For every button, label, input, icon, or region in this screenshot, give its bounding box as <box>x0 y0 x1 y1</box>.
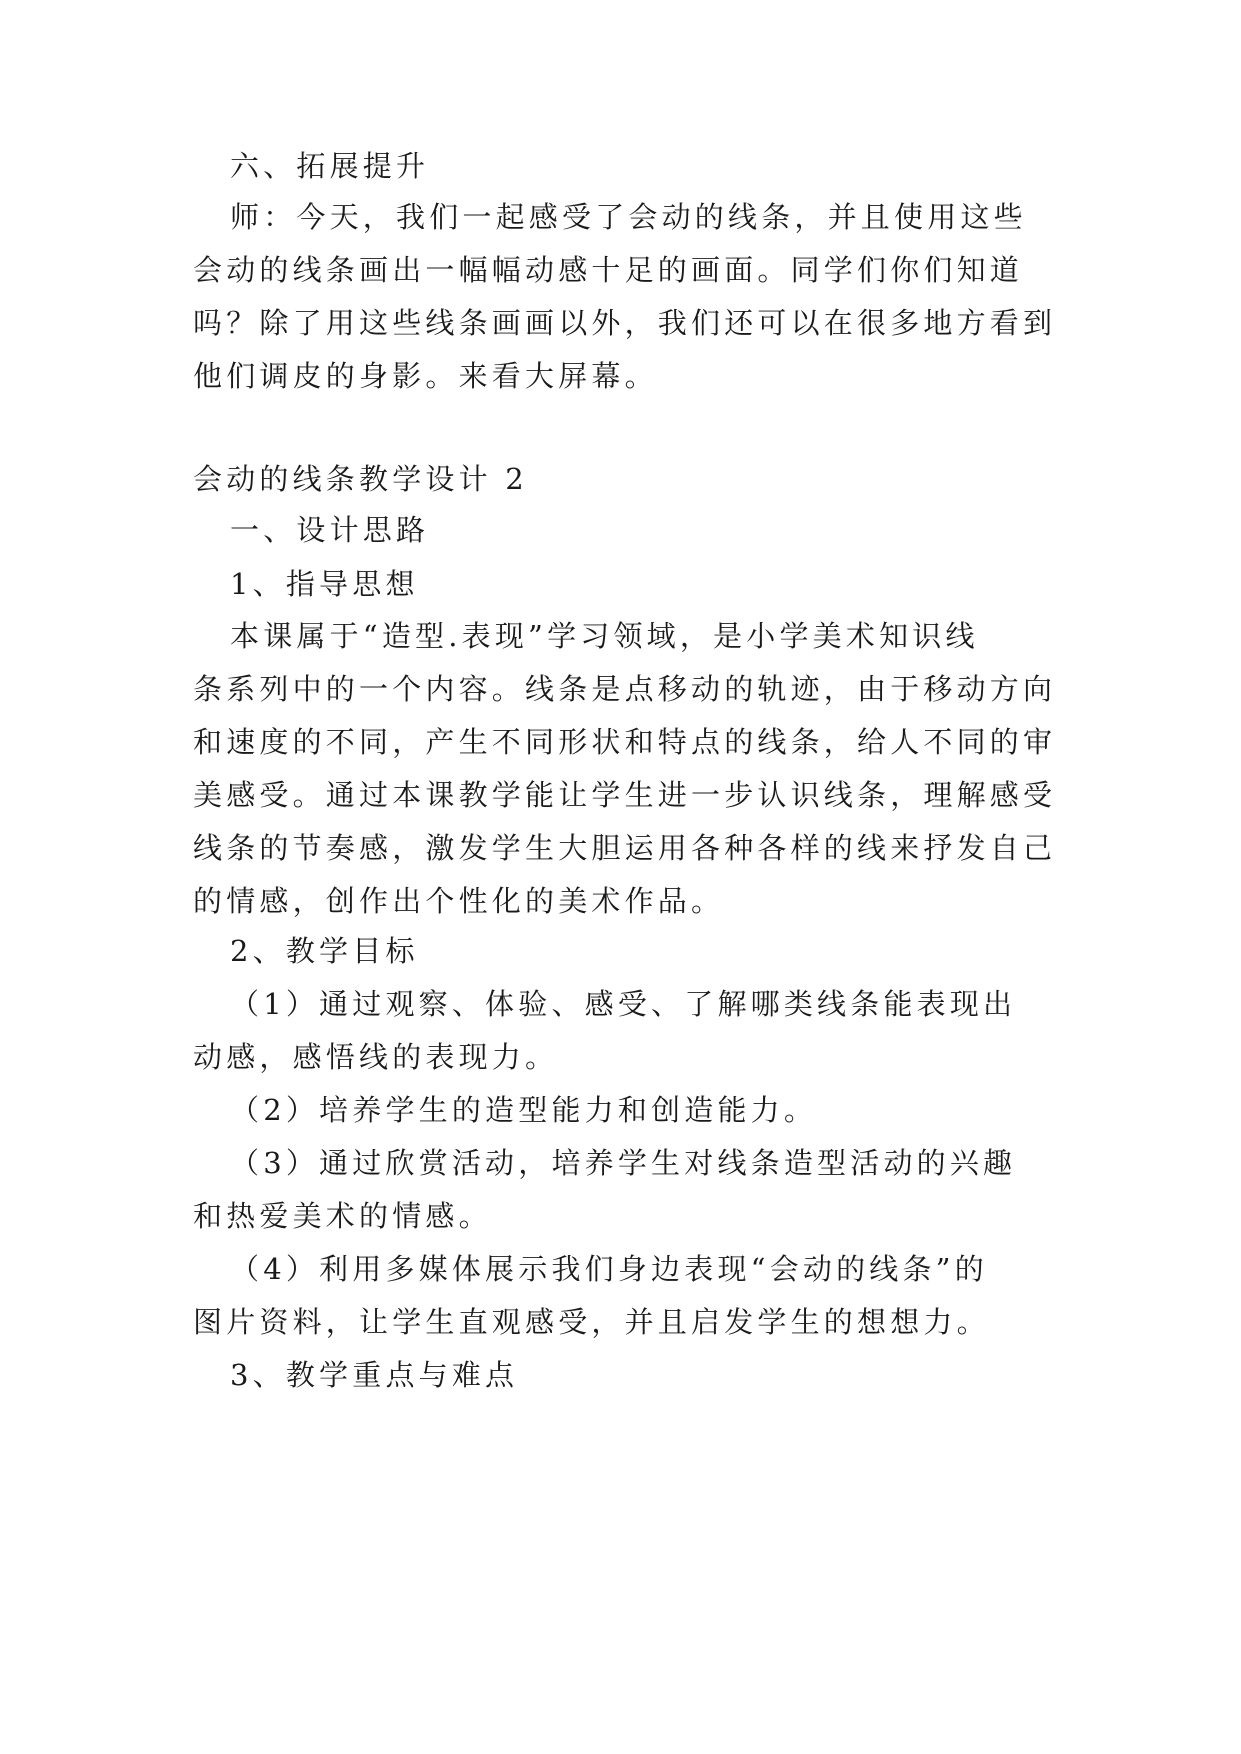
section-heading: 六、拓展提升 <box>230 149 430 183</box>
goal-line: （1）通过观察、体验、感受、了解哪类线条能表现出 <box>230 987 1017 1021</box>
document-title: 会动的线条教学设计 2 <box>193 462 528 496</box>
subsection-heading: 2、教学目标 <box>230 934 419 968</box>
subsection-heading: 3、教学重点与难点 <box>230 1358 519 1392</box>
goal-line: （4）利用多媒体展示我们身边表现“会动的线条”的 <box>230 1252 988 1286</box>
goal-line: 动感，感悟线的表现力。 <box>193 1040 559 1074</box>
paragraph-line: 他们调皮的身影。来看大屏幕。 <box>193 359 658 393</box>
subsection-heading: 1、指导思想 <box>230 567 419 601</box>
paragraph-line: 条系列中的一个内容。线条是点移动的轨迹，由于移动方向 <box>193 672 1057 706</box>
section-heading: 一、设计思路 <box>230 513 430 547</box>
paragraph-line: 吗？除了用这些线条画画以外，我们还可以在很多地方看到 <box>193 306 1057 340</box>
paragraph-line: 的情感，创作出个性化的美术作品。 <box>193 884 725 918</box>
paragraph-line: 会动的线条画出一幅幅动感十足的画面。同学们你们知道 <box>193 253 1024 287</box>
paragraph-line: 线条的节奏感，激发学生大胆运用各种各样的线来抒发自己 <box>193 831 1057 865</box>
paragraph-line: 师：今天，我们一起感受了会动的线条，并且使用这些 <box>230 200 1027 234</box>
goal-line: （2）培养学生的造型能力和创造能力。 <box>230 1093 818 1127</box>
paragraph-line: 本课属于“造型.表现”学习领域，是小学美术知识线 <box>230 619 979 653</box>
goal-line: 和热爱美术的情感。 <box>193 1199 492 1233</box>
paragraph-line: 美感受。通过本课教学能让学生进一步认识线条，理解感受 <box>193 778 1057 812</box>
goal-line: （3）通过欣赏活动，培养学生对线条造型活动的兴趣 <box>230 1146 1017 1180</box>
goal-line: 图片资料，让学生直观感受，并且启发学生的想想力。 <box>193 1305 990 1339</box>
paragraph-line: 和速度的不同，产生不同形状和特点的线条，给人不同的审 <box>193 725 1057 759</box>
